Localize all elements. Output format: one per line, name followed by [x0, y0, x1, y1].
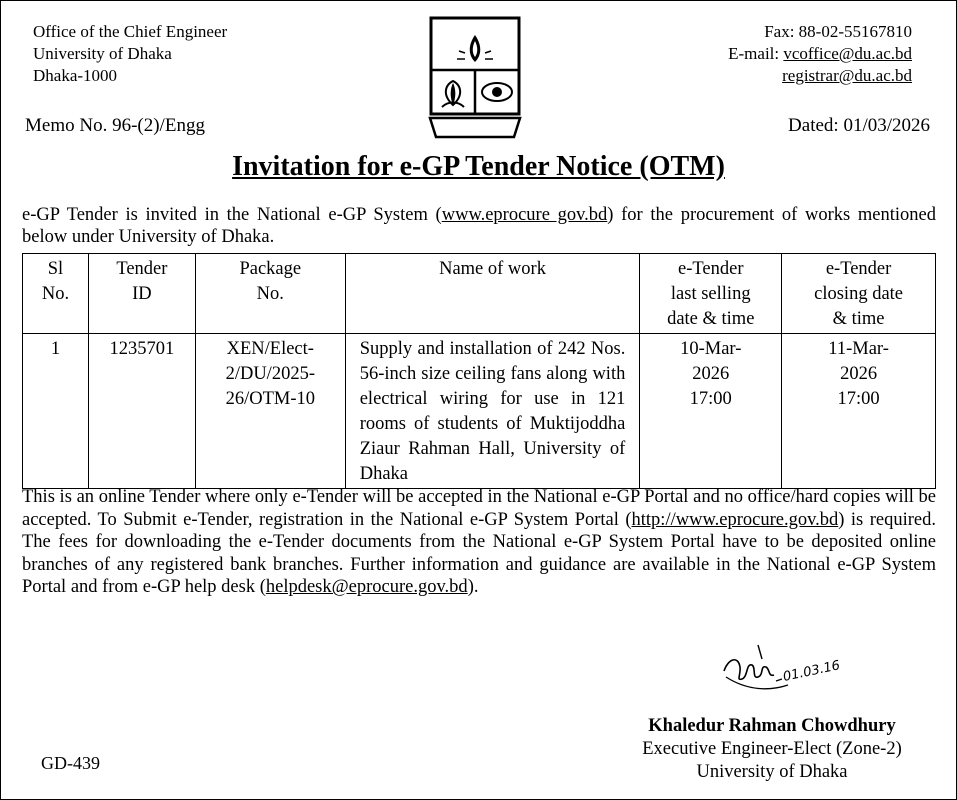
email-line-1: [728, 43, 912, 65]
office-address: [33, 21, 227, 87]
instructions-paragraph: [22, 486, 936, 599]
cell-sl: 1: [23, 334, 89, 489]
email-registrar-link[interactable]: registrar@du.ac.bd: [782, 66, 912, 85]
office-line-3: Dhaka-1000: [33, 66, 118, 85]
signature-icon: [718, 641, 848, 701]
cell-package: XEN/Elect- 2/DU/2025- 26/OTM-10: [195, 334, 345, 489]
helpdesk-email-link[interactable]: helpdesk@eprocure.gov.bd: [265, 577, 468, 598]
memo-number: Memo No. 96-(2)/Engg: [25, 115, 205, 136]
cell-work: Supply and installation of 242 Nos. 56-inch size ceiling fans along with electrical wiring for use in 121 rooms of students of Muktijoddha Ziaur Rahman Hall, University of Dhaka: [345, 334, 640, 489]
email-vcoffice-link[interactable]: vcoffice@du.ac.bd: [783, 44, 912, 63]
intro-paragraph: [22, 204, 936, 248]
eprocure-portal-link[interactable]: http://www.eprocure.gov.bd: [631, 509, 839, 530]
gd-number: GD-439: [41, 753, 100, 773]
instructions-text-3: ).: [467, 577, 479, 598]
instructions-text-2: ) is required. The fees for downloading the e-Tender documents from the National e-GP System Portal have to be deposited online branches of any registered bank branches. Further information and guidance are available in the National e-GP System Portal and from e-GP help desk (: [22, 509, 936, 598]
contact-info: [728, 21, 912, 87]
table-row: [23, 334, 936, 489]
cell-tender-id: 1235701: [88, 334, 195, 489]
fax-number: Fax: 88-02-55167810: [764, 22, 912, 41]
table-header-row: [23, 254, 936, 334]
col-header-sl: Sl No.: [23, 254, 89, 334]
page-title: Invitation for e-GP Tender Notice (OTM): [232, 151, 725, 182]
col-header-tender-id: Tender ID: [88, 254, 195, 334]
notice-date: Dated: 01/03/2026: [788, 115, 930, 136]
signer-block: [613, 715, 931, 784]
signer-organization: University of Dhaka: [696, 762, 848, 782]
cell-selling: 10-Mar- 2026 17:00: [640, 334, 782, 489]
signer-name: Khaledur Rahman Chowdhury: [648, 716, 896, 736]
cell-closing: 11-Mar- 2026 17:00: [782, 334, 936, 489]
eprocure-link[interactable]: www.eprocure gov.bd: [441, 205, 608, 225]
intro-text-after: ) for the procurement of works mentioned below under University of Dhaka.: [22, 205, 936, 247]
university-seal-icon: [428, 15, 522, 141]
office-line-2: University of Dhaka: [33, 44, 172, 63]
instructions-text-1: This is an online Tender where only e-Tender will be accepted in the National e-GP Portal and no office/hard copies will be accepted. To Submit e-Tender, registration in the National e-GP System Portal (: [22, 487, 936, 530]
col-header-package: Package No.: [195, 254, 345, 334]
intro-text-before: e-GP Tender is invited in the National e-GP System (: [22, 205, 442, 225]
col-header-selling: e-Tender last selling date & time: [640, 254, 782, 334]
office-line-1: Office of the Chief Engineer: [33, 22, 228, 41]
col-header-work: Name of work: [345, 254, 640, 334]
email-label: E-mail:: [728, 44, 784, 63]
signer-designation: Executive Engineer-Elect (Zone-2): [642, 739, 902, 759]
signature-date: 01.03.16: [781, 658, 842, 685]
col-header-closing: e-Tender closing date & time: [782, 254, 936, 334]
tender-table: [22, 253, 936, 489]
